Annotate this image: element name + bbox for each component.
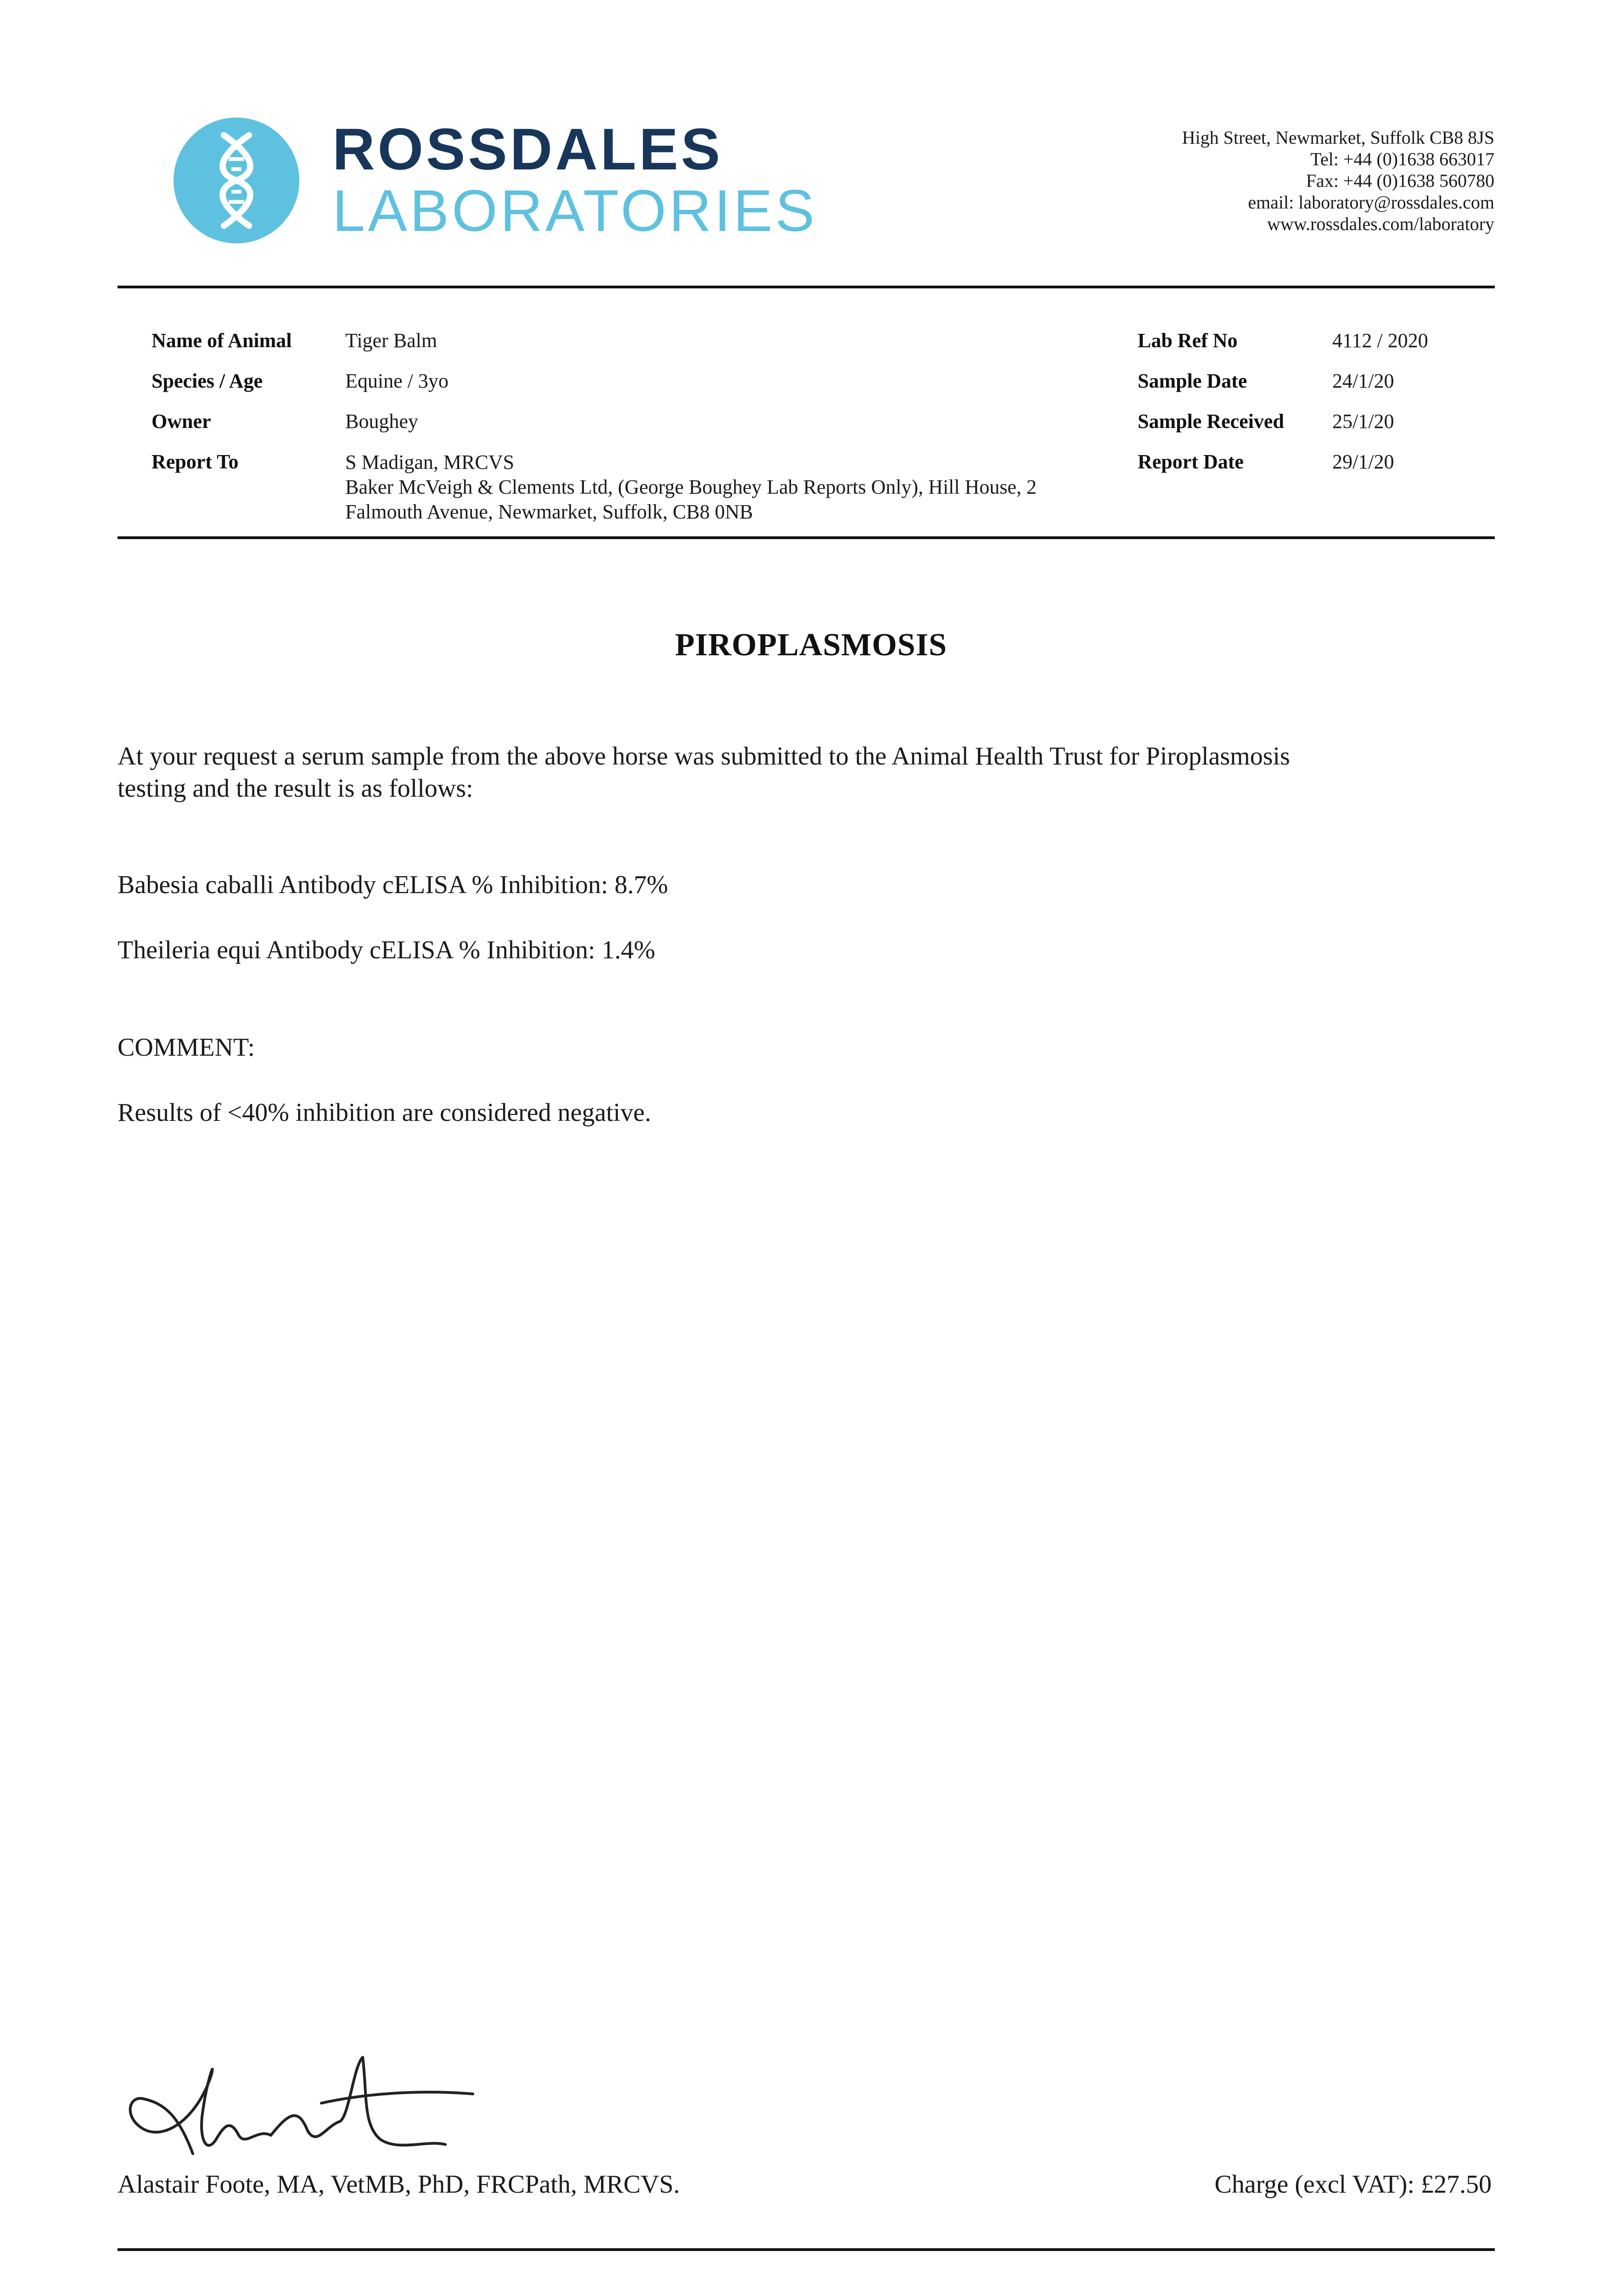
contact-block	[1182, 127, 1494, 235]
header-divider	[118, 286, 1495, 288]
report-title: PIROPLASMOSIS	[675, 627, 947, 663]
result-theileria: Theileria equi Antibody cELISA % Inhibition: 1.4%	[118, 936, 656, 964]
charge-amount: Charge (excl VAT): £27.50	[1214, 2170, 1492, 2199]
signatory-name: Alastair Foote, MA, VetMB, PhD, FRCPath, MRCVS.	[118, 2170, 680, 2199]
sample-received-value: 25/1/20	[1332, 410, 1394, 433]
signature-image	[124, 2048, 482, 2167]
comment-text: Results of <40% inhibition are considered negative.	[118, 1098, 651, 1127]
owner-value: Boughey	[345, 410, 418, 433]
sample-received-label: Sample Received	[1138, 410, 1284, 433]
lab-ref-label: Lab Ref No	[1138, 329, 1238, 352]
animal-name-label: Name of Animal	[152, 329, 292, 352]
report-date-label: Report Date	[1138, 450, 1244, 473]
report-to-line: Falmouth Avenue, Newmarket, Suffolk, CB8 0NB	[345, 501, 753, 523]
report-to-label: Report To	[152, 450, 239, 473]
report-date-value: 29/1/20	[1332, 450, 1394, 473]
report-to-line: Baker McVeigh & Clements Ltd, (George Boughey Lab Reports Only), Hill House, 2	[345, 476, 1037, 498]
sample-date-label: Sample Date	[1138, 370, 1247, 392]
dna-helix-icon	[174, 118, 299, 243]
email[interactable]: email: laboratory@rossdales.com	[1248, 192, 1494, 213]
website[interactable]: www.rossdales.com/laboratory	[1267, 214, 1494, 234]
species-age-value: Equine / 3yo	[345, 370, 449, 392]
report-to-value	[345, 450, 1135, 524]
report-to-line: S Madigan, MRCVS	[345, 451, 514, 473]
comment-label: COMMENT:	[118, 1033, 255, 1062]
intro-line: At your request a serum sample from the above horse was submitted to the Animal Health Trust for Piroplasmosis	[118, 742, 1290, 771]
owner-label: Owner	[152, 410, 211, 433]
result-babesia: Babesia caballi Antibody cELISA % Inhibition: 8.7%	[118, 871, 668, 899]
address: High Street, Newmarket, Suffolk CB8 8JS	[1182, 127, 1494, 148]
lab-ref-value: 4112 / 2020	[1332, 329, 1428, 352]
animal-name-value: Tiger Balm	[345, 329, 438, 352]
intro-paragraph	[118, 740, 1495, 805]
logo-wordmark-bottom: LABORATORIES	[332, 178, 817, 244]
footer-divider	[118, 2248, 1495, 2251]
logo-wordmark-top: ROSSDALES	[332, 117, 723, 182]
sample-date-value: 24/1/20	[1332, 370, 1394, 392]
intro-line: testing and the result is as follows:	[118, 774, 473, 803]
species-age-label: Species / Age	[152, 370, 263, 392]
telephone: Tel: +44 (0)1638 663017	[1310, 149, 1494, 169]
info-divider	[118, 536, 1495, 539]
fax: Fax: +44 (0)1638 560780	[1306, 170, 1494, 191]
